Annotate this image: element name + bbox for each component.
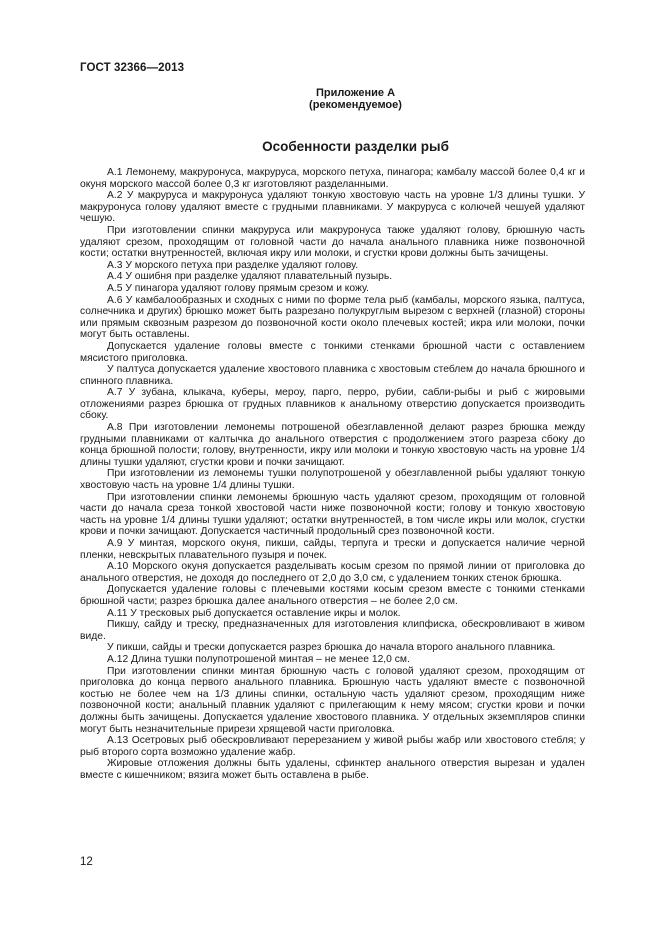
paragraph: А.8 При изготовлении лемонемы потрошеной обезглавленной делают разрез брюшка между грудными плавниками от калтычка до анального отверстия с продолжением этого разреза сбоку до конца брюшной полости; голову, внутренности, икру или молоки и тонкую хвостовую часть на уровне 1/4 длины тушки удаляют, сгустки крови и почки зачищают. [80,422,585,468]
appendix-status: (рекомендуемое) [309,99,402,111]
page-number: 12 [80,856,93,868]
paragraph: При изготовлении из лемонемы тушки полупотрошеной у обезглавленной рыбы удаляют тонкую хвостовую часть на уровне 1/4 длины тушки. [80,468,585,492]
paragraph: А.10 Морского окуня допускается разделывать косым срезом по прямой линии от приголовка до анального отверстия, не доходя до последнего от 2,0 до 3,0 см, с удалением тонких стенок брюшка. [80,561,585,584]
paragraph: Жировые отложения должны быть удалены, сфинктер анального отверстия вырезан и удален вместе с кишечником; вязига может быть оставлена в рыбе. [80,758,585,781]
paragraph: А.4 У ошибня при разделке удаляют плавательный пузырь. [107,271,393,283]
paragraph: Пикшу, сайду и треску, предназначенных для изготовления клипфиска, обескровливают в живом виде. [80,619,585,642]
paragraph: При изготовлении спинки макруруса или макруронуса также удаляют голову, брюшную часть удаляют срезом, проходящим от головной части до начала анального плавника ниже позвоночной кости; остатки внутренностей, включая икру или молоки, и сгустки крови должны быть зачищены. [80,224,585,260]
appendix-label: Приложение А [315,87,396,99]
paragraph: А.12 Длина тушки полупотрошеной минтая – не менее 12,0 см. [107,653,410,665]
body-text [80,167,585,781]
appendix-heading [0,87,661,111]
paragraph: А.5 У пинагора удаляют голову прямым срезом и кожу. [107,282,370,294]
paragraph: Допускается удаление головы вместе с тонкими стенками брюшной части с оставлением мясистого приголовка. [80,340,585,364]
paragraph: А.1 Лемонему, макруронуса, макруруса, морского петуха, пинагора; камбалу массой более 0,4 кг и окуня морского массой более 0,3 кг изготовляют разделанными. [80,167,585,190]
standard-header: ГОСТ 32366—2013 [80,62,185,74]
paragraph: У палтуса допускается удаление хвостового плавника с хвостовым стеблем до начала брюшного и спинного плавника. [80,364,585,387]
paragraph: При изготовлении спинки лемонемы брюшную часть удаляют срезом, проходящим от головной части до начала среза тонкой хвостовой части ниже позвоночной кости; голову и тонкую хвостовую часть на уровне 1/4 длины тушки удаляют; остатки внутренностей, в том числе икры или молок, сгустки крови и почки зачищают. Допускается частичный продольный срез позвоночной кости. [80,491,585,538]
paragraph: А.9 У минтая, морского окуня, пикши, сайды, терпуга и трески и допускается наличие черной пленки, невскрытых плавательного пузыря и почек. [80,538,585,561]
paragraph: А.13 Осетровых рыб обескровливают перерезанием у живой рыбы жабр или хвостового стебля; у рыб второго сорта возможно удаление жабр. [80,735,585,758]
paragraph: А.2 У макруруса и макруронуса удаляют тонкую хвостовую часть на уровне 1/3 длины тушки. У макруронуса голову удаляют вместе с грудными плавниками. У макруруса с колючей чешуей удаляют чешую. [80,190,585,225]
section-title-text: Особенности разделки рыб [262,139,449,154]
paragraph: При изготовлении спинки минтая брюшную часть с головой удаляют срезом, проходящим от приголовка до конца первого анального плавника. Брюшную часть удаляют вместе с позвоночной костью не более чем на 1/3 длины спинки, остальную часть удаляют срезом, проходящим ниже позвоночной кости; анальный плавник удаляют с прилегающим к нему мясом; сгустки крови и почки должны быть зачищены. Допускается удаление хвостового плавника. У отдельных экземпляров спинки могут быть незначительные прирези хрящевой части приголовка. [80,665,585,735]
paragraph: Допускается удаление головы с плечевыми костями косым срезом вместе с тонкими стенками брюшной части; разрез брюшка далее анального отверстия – не более 2,0 см. [80,584,585,607]
section-title [0,139,661,154]
paragraph: У пикши, сайды и трески допускается разрез брюшка до начала второго анального плавника. [107,642,556,654]
paragraph: А.7 У зубана, клыкача, куберы, мероу, парго, перро, рубии, сабли-рыбы и рыб с жировыми отложениями разрез брюшка от грудных плавников к анальному отверстию допускается производить сбоку. [80,387,585,422]
paragraph: А.6 У камбалообразных и сходных с ними по форме тела рыб (камбалы, морского языка, палтуса, солнечника и других) брюшко может быть разрезано полукруглым вырезом с верхней (глазной) стороны или прямым сквозным разрезом до позвоночной кости около плечевых костей; икра или молоки, почки могут быть оставлены. [80,294,585,341]
paragraph: А.3 У морского петуха при разделке удаляют голову. [107,259,359,271]
paragraph: А.11 У тресковых рыб допускается оставление икры и молок. [107,607,401,619]
